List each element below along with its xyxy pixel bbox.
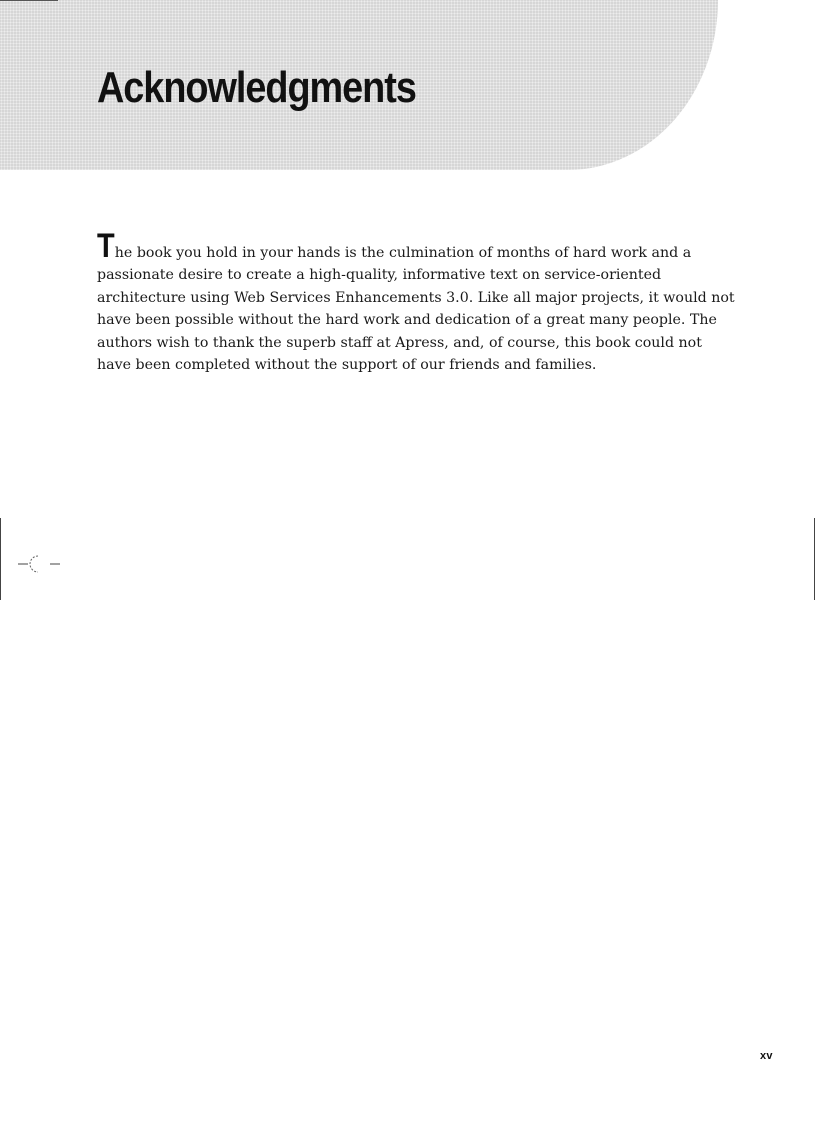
drop-cap: T — [97, 227, 115, 265]
paragraph-text: he book you hold in your hands is the culmination of months of hard work and a passionate desire to create a high-quality, informative text on service-oriented architecture using Web Services Enhancements 3.0. Like all major projects, it would not have been possible without the hard work and dedication of a great many people. The authors wish to thank the superb staff at Apress, and, of course, this book could not have been completed without the support of our friends and families. — [97, 245, 735, 374]
crop-mark-left — [0, 518, 1, 600]
header-rule — [0, 0, 58, 1]
page-number: xv — [760, 1050, 773, 1062]
acknowledgments-paragraph — [97, 227, 737, 376]
chapter-title: Acknowledgments — [97, 63, 416, 112]
registration-mark-icon — [18, 552, 60, 576]
crop-mark-right — [814, 518, 815, 600]
